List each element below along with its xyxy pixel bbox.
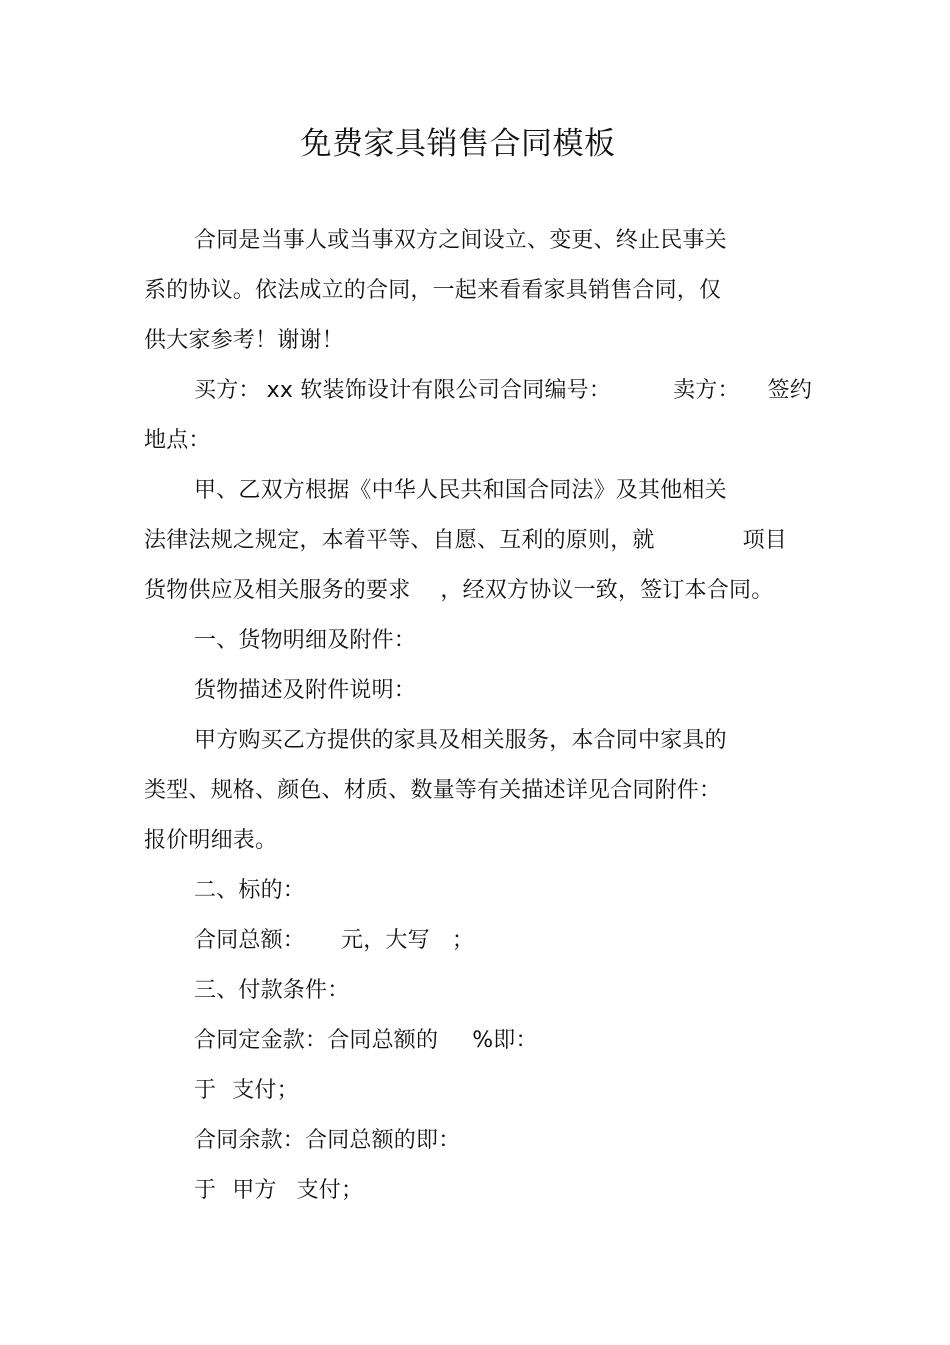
balance-line: 合同余款：合同总额的即：	[194, 1128, 461, 1153]
document-title: 免费家具销售合同模板	[300, 126, 616, 162]
deposit-line	[194, 1025, 538, 1057]
contract-amount-line	[194, 925, 474, 957]
section1-body-line-3: 报价明细表。	[144, 828, 278, 853]
deposit-payment-line	[194, 1075, 299, 1107]
preamble-line-2-text: 法律法规之规定，本着平等、自愿、互利的原则，就	[144, 528, 655, 553]
section3-heading: 三、付款条件：	[194, 978, 350, 1003]
balance-payment-line	[194, 1175, 363, 1207]
preamble-line-1: 甲、乙双方根据《中华人民共和国合同法》及其他相关	[194, 478, 727, 503]
deposit-pay-at: 于	[194, 1078, 217, 1103]
amount-label: 合同总额：	[194, 928, 306, 953]
deposit-pay-text: 支付；	[232, 1078, 299, 1103]
intro-line-1: 合同是当事人或当事双方之间设立、变更、终止民事关	[194, 228, 727, 253]
sign-place-label-part2: 地点：	[144, 428, 211, 453]
intro-line-3: 供大家参考！谢谢！	[144, 328, 344, 353]
sign-place-label-part1: 签约	[767, 378, 813, 403]
intro-line-2: 系的协议。依法成立的合同，一起来看看家具销售合同，仅	[144, 278, 722, 303]
amount-end: ；	[451, 928, 475, 953]
section1-subheading: 货物描述及附件说明：	[194, 678, 417, 703]
section1-body-line-2: 类型、规格、颜色、材质、数量等有关描述详见合同附件：	[144, 778, 722, 803]
seller-label: 卖方：	[673, 378, 740, 403]
balance-pay-at: 于	[194, 1178, 217, 1203]
section1-heading: 一、货物明细及附件：	[194, 628, 417, 653]
balance-pay-text: 支付；	[296, 1178, 364, 1203]
buyer-label: 买方：	[194, 378, 261, 403]
section1-body-line-1: 甲方购买乙方提供的家具及相关服务，本合同中家具的	[194, 728, 727, 753]
preamble-line-3	[144, 575, 773, 607]
contract-no-label: 合同编号：	[500, 378, 612, 403]
preamble-line-2	[144, 525, 787, 557]
project-word: 项目	[742, 528, 788, 553]
buyer-name: xx 软装饰设计有限公司	[266, 378, 501, 403]
deposit-percent: %即：	[472, 1028, 538, 1053]
balance-pay-party: 甲方	[232, 1178, 277, 1203]
amount-unit: 元，大写	[341, 928, 430, 953]
deposit-label: 合同定金款：合同总额的	[194, 1028, 439, 1053]
parties-line	[194, 375, 812, 407]
preamble-line-3-text: 货物供应及相关服务的要求	[144, 578, 411, 603]
section2-heading: 二、标的：	[194, 878, 306, 903]
preamble-line-3-end: ，经双方协议一致，签订本合同。	[440, 578, 774, 603]
